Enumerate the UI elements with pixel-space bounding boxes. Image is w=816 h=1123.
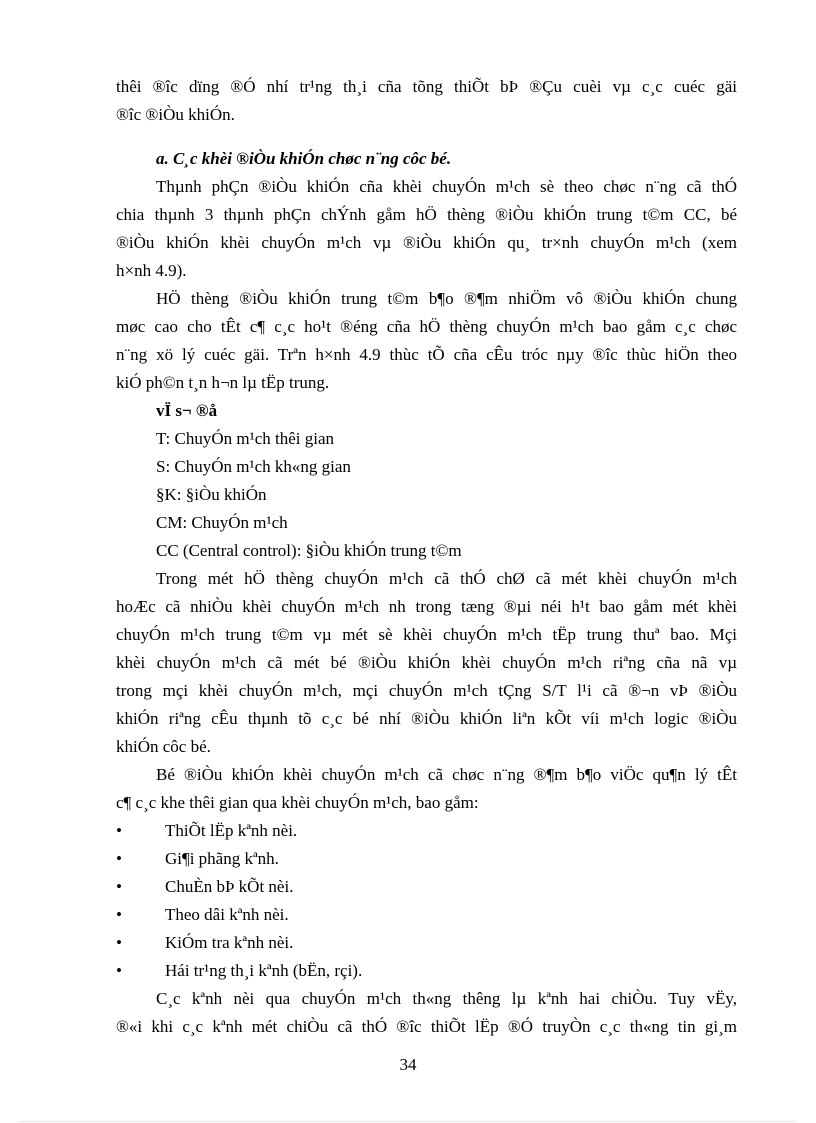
legend-item: S: ChuyÓn m¹ch kh«ng gian (156, 457, 351, 476)
text-line: hoÆc cã nhiÒu khèi chuyÓn m¹ch nh trong tæng ®µi néi h¹t bao gåm mét khèi (116, 597, 737, 616)
text-line: HÖ thèng ®iÒu khiÓn trung t©m b¶o ®¶m nhiÖm vô ®iÒu khiÓn chung (156, 289, 737, 308)
legend-item: CC (Central control): §iÒu khiÓn trung t©m (156, 541, 462, 560)
text-line: Thµnh phÇn ®iÒu khiÓn cña khèi chuyÓn m¹ch sè theo chøc n¨ng cã thÓ (156, 177, 737, 196)
text-line: chuyÓn m¹ch trung t©m vµ mét sè khèi chuyÓn m¹ch tËp trung thuª bao. Mçi (116, 625, 737, 644)
text-line: khiÓn côc bé. (116, 737, 211, 756)
list-item-text: Theo dâi kªnh nèi. (165, 905, 289, 924)
text-line: ®iÒu khiÓn khèi chuyÓn m¹ch vµ ®iÒu khiÓn qu¸ tr×nh chuyÓn m¹ch (xem (116, 233, 737, 252)
bullet-icon: • (116, 877, 122, 896)
bullet-icon: • (116, 821, 122, 840)
bullet-icon: • (116, 933, 122, 952)
text-line: n¨ng xö lý cuéc gäi. Trªn h×nh 4.9 thùc tÕ cña cÊu tróc nµy ®îc thùc hiÖn theo (116, 345, 737, 364)
diagram-placeholder-label: vÏ s¬ ®å (156, 401, 218, 420)
list-item-text: Hái tr¹ng th¸i kªnh (bËn, rçi). (165, 961, 363, 980)
list-item-text: Gi¶i phãng kªnh. (165, 849, 279, 868)
bullet-icon: • (116, 961, 122, 980)
text-line: C¸c kªnh nèi qua chuyÓn m¹ch th«ng thêng lµ kªnh hai chiÒu. Tuy vËy, (156, 989, 737, 1008)
text-line: khiÓn riªng cÊu thµnh tõ c¸c bé nhí ®iÒu khiÓn liªn kÕt víi m¹ch logic ®iÒu (116, 709, 737, 728)
list-item-text: ThiÕt lËp kªnh nèi. (165, 821, 298, 840)
list-item-text: KiÓm tra kªnh nèi. (165, 933, 294, 952)
bullet-icon: • (116, 849, 122, 868)
section-heading: a. C¸c khèi ®iÒu khiÓn chøc n¨ng côc bé. (156, 149, 452, 168)
text-line: c¶ c¸c khe thêi gian qua khèi chuyÓn m¹ch, bao gåm: (116, 793, 479, 812)
text-line: h×nh 4.9). (116, 261, 187, 280)
text-line: møc cao cho tÊt c¶ c¸c ho¹t ®éng cña hÖ thèng chuyÓn m¹ch bao gåm c¸c chøc (116, 317, 737, 336)
text-line: thêi ®îc dïng ®Ó nhí tr¹ng th¸i cña tõng thiÕt bÞ ®Çu cuèi vµ c¸c cuéc gäi (116, 77, 737, 96)
legend-item: CM: ChuyÓn m¹ch (156, 513, 288, 532)
text-line: trong mçi khèi chuyÓn m¹ch, mçi chuyÓn m¹ch tÇng S/T l¹i cã ®¬n vÞ ®iÒu (116, 681, 737, 700)
text-line: khèi chuyÓn m¹ch cã mét bé ®iÒu khiÓn khèi chuyÓn m¹ch riªng cña nã vµ (116, 653, 737, 672)
text-line: ®îc ®iÒu khiÓn. (116, 105, 235, 124)
text-line: kiÓ ph©n t¸n h¬n lµ tËp trung. (116, 373, 330, 392)
list-item-text: ChuÈn bÞ kÕt nèi. (165, 877, 294, 896)
bullet-icon: • (116, 905, 122, 924)
text-line: chia thµnh 3 thµnh phÇn chÝnh gåm hÖ thèng ®iÒu khiÓn trung t©m CC, bé (116, 205, 737, 224)
legend-item: T: ChuyÓn m¹ch thêi gian (156, 429, 335, 448)
legend-item: §K: §iÒu khiÓn (156, 485, 267, 504)
text-line: Bé ®iÒu khiÓn khèi chuyÓn m¹ch cã chøc n¨ng ®¶m b¶o viÖc qu¶n lý tÊt (156, 765, 737, 784)
page-number: 34 (399, 1055, 417, 1074)
page-bottom-divider (20, 1121, 796, 1122)
text-line: Trong mét hÖ thèng chuyÓn m¹ch cã thÓ chØ cã mét khèi chuyÓn m¹ch (156, 569, 737, 588)
text-line: ®«i khi c¸c kªnh mét chiÒu cã thÓ ®îc thiÕt lËp ®Ó truyÒn c¸c th«ng tin gi¸m (116, 1017, 737, 1036)
